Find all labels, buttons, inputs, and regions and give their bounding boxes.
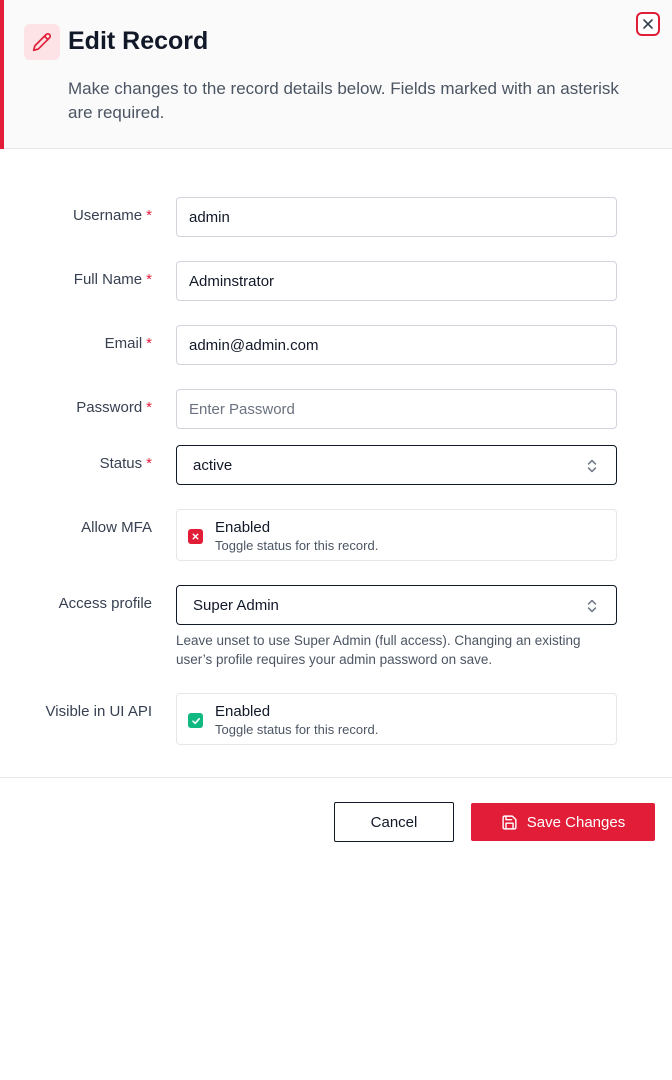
- allow-mfa-toggle[interactable]: [176, 509, 617, 561]
- close-icon: [642, 18, 654, 30]
- status-select-value: active: [193, 456, 233, 474]
- pencil-icon: [24, 24, 60, 60]
- username-label: Username *: [72, 207, 152, 224]
- visible-in-ui-api-toggle-label: Enabled: [215, 703, 271, 720]
- dialog-footer: [0, 777, 672, 867]
- visible-in-ui-api-checkbox[interactable]: [188, 713, 203, 728]
- email-input[interactable]: [176, 325, 617, 365]
- chevron-up-down-icon: [584, 457, 600, 475]
- allow-mfa-toggle-hint: Toggle status for this record.: [215, 538, 379, 553]
- access-profile-label: Access profile: [58, 595, 152, 612]
- visible-in-ui-api-toggle[interactable]: [176, 693, 617, 745]
- status-select[interactable]: [176, 445, 617, 485]
- page-description: Make changes to the record details below. Fields marked with an asterisk are required.: [68, 79, 619, 122]
- password-input[interactable]: [176, 389, 617, 429]
- save-changes-label: Save Changes: [526, 813, 626, 831]
- check-icon: [191, 716, 201, 726]
- allow-mfa-toggle-label: Enabled: [215, 519, 271, 536]
- access-profile-select-value: Super Admin: [193, 596, 279, 614]
- status-label: Status *: [99, 455, 152, 472]
- username-input[interactable]: [176, 197, 617, 237]
- page-title: Edit Record: [68, 27, 209, 55]
- save-changes-button[interactable]: [471, 803, 655, 841]
- visible-in-ui-api-label: Visible in UI API: [45, 703, 152, 720]
- close-button[interactable]: [636, 12, 660, 36]
- full-name-input[interactable]: [176, 261, 617, 301]
- visible-in-ui-api-toggle-hint: Toggle status for this record.: [215, 722, 379, 737]
- header-accent-bar: [0, 0, 4, 149]
- cancel-button[interactable]: Cancel: [334, 802, 454, 842]
- allow-mfa-label: Allow MFA: [81, 519, 152, 536]
- full-name-label: Full Name *: [73, 271, 152, 288]
- access-profile-select[interactable]: [176, 585, 617, 625]
- chevron-up-down-icon: [584, 597, 600, 615]
- save-icon: [501, 814, 518, 831]
- email-label: Email *: [104, 335, 152, 352]
- x-icon: [191, 532, 200, 541]
- password-label: Password *: [76, 399, 152, 416]
- dialog-header: [0, 0, 672, 149]
- allow-mfa-checkbox[interactable]: [188, 529, 203, 544]
- access-profile-help: Leave unset to use Super Admin (full access). Changing an existing user’s profile requires your admin password on save.: [176, 633, 581, 667]
